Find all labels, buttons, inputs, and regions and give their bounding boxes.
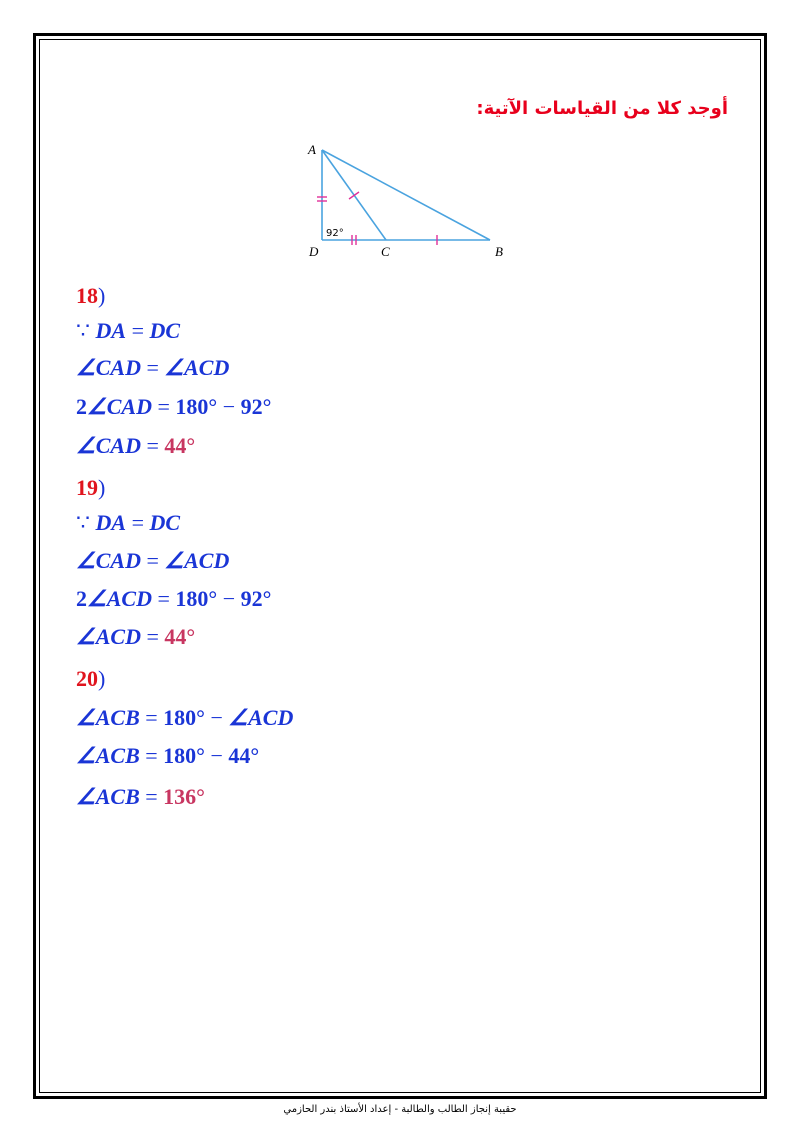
solution-answer-line: ∠ACD = 44° xyxy=(76,624,196,649)
solution-line: 2∠ACD = 180° − 92° xyxy=(76,586,272,611)
solution-answer-line: ∠ACB = 136° xyxy=(76,784,205,809)
answer-value: 136° xyxy=(163,784,205,809)
tick-ac xyxy=(349,192,359,199)
problem-number-20: 20) xyxy=(76,666,106,691)
answer-value: 44° xyxy=(164,624,196,649)
solution-line: ∵ DA = DC xyxy=(76,510,181,535)
vertex-label-a: A xyxy=(308,142,316,157)
triangle-diagram xyxy=(300,138,520,263)
solution-line: ∠ACB = 180° − 44° xyxy=(76,743,260,768)
solution-line: ∠CAD = ∠ACD xyxy=(76,355,230,380)
answer-value: 44° xyxy=(164,433,196,458)
exercise-title: أوجد كلا من القياسات الآتية: xyxy=(476,98,728,119)
solution-line: 2∠CAD = 180° − 92° xyxy=(76,394,272,419)
angle-label-d: 92° xyxy=(326,228,344,239)
vertex-label-b: B xyxy=(495,244,503,259)
solution-line: ∠CAD = ∠ACD xyxy=(76,548,230,573)
solution-answer-line: ∠CAD = 44° xyxy=(76,433,196,458)
problem-number-18: 18) xyxy=(76,283,106,308)
solution-line: ∠ACB = 180° − ∠ACD xyxy=(76,705,294,730)
vertex-label-c: C xyxy=(381,244,390,259)
vertex-label-d: D xyxy=(309,244,319,259)
page-footer: حقيبة إنجاز الطالب والطالبة - إعداد الأستاذ بندر الحازمي xyxy=(283,1104,517,1115)
solution-line: ∵ DA = DC xyxy=(76,318,181,343)
problem-number-19: 19) xyxy=(76,475,106,500)
segment-ab xyxy=(322,150,490,240)
